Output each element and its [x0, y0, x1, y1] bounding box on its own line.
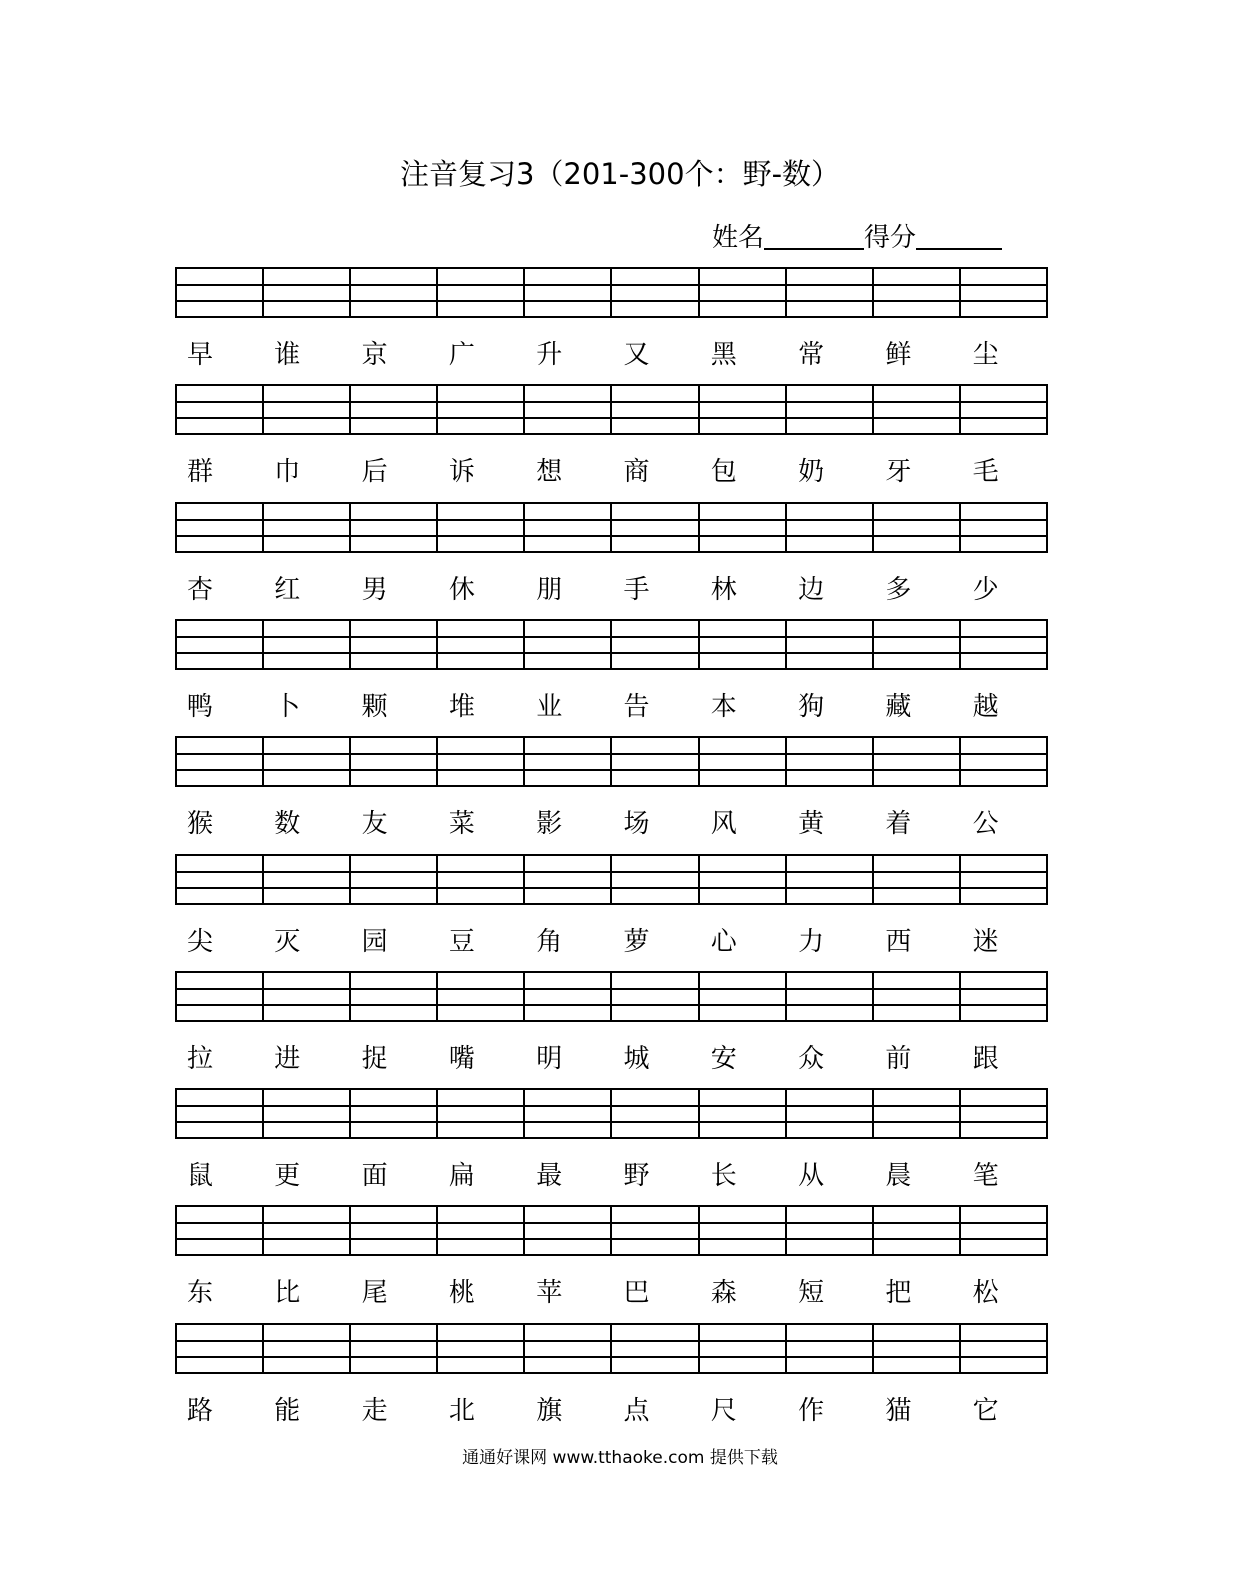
pinyin-grid	[175, 1205, 1048, 1256]
pinyin-grid	[175, 736, 1048, 787]
pinyin-cell[interactable]	[961, 1090, 1046, 1137]
hanzi-character: 北	[448, 1396, 475, 1426]
pinyin-cell[interactable]	[874, 973, 961, 1020]
pinyin-grid	[175, 384, 1048, 435]
pinyin-cell[interactable]	[961, 856, 1046, 903]
exercise-row	[0, 384, 1240, 502]
character-line	[175, 450, 1048, 494]
pinyin-cell[interactable]	[264, 269, 351, 316]
hanzi-character: 猴	[187, 809, 214, 839]
pinyin-cell[interactable]	[351, 386, 438, 433]
character-line	[175, 1037, 1048, 1081]
hanzi-character: 力	[798, 927, 825, 957]
hanzi-character: 尖	[187, 927, 214, 957]
hanzi-character: 进	[274, 1044, 301, 1074]
pinyin-cell[interactable]	[438, 973, 525, 1020]
hanzi-character: 巾	[274, 457, 301, 487]
hanzi-character: 牙	[885, 457, 912, 487]
pinyin-cell[interactable]	[177, 973, 264, 1020]
pinyin-cell[interactable]	[438, 386, 525, 433]
pinyin-cell[interactable]	[612, 504, 699, 551]
hanzi-character: 把	[885, 1278, 912, 1308]
hanzi-character: 东	[187, 1278, 214, 1308]
hanzi-character: 想	[536, 457, 563, 487]
pinyin-cell[interactable]	[264, 386, 351, 433]
hanzi-character: 数	[274, 809, 301, 839]
hanzi-character: 鼠	[187, 1161, 214, 1191]
pinyin-cell[interactable]	[177, 269, 264, 316]
pinyin-cell[interactable]	[264, 1207, 351, 1254]
pinyin-cell[interactable]	[438, 1090, 525, 1137]
pinyin-cell[interactable]	[874, 738, 961, 785]
pinyin-cell[interactable]	[177, 1207, 264, 1254]
footer-note: 通通好课网 www.tthaoke.com 提供下载	[462, 1448, 778, 1468]
hanzi-character: 群	[187, 457, 214, 487]
pinyin-cell[interactable]	[961, 1325, 1046, 1372]
hanzi-character: 松	[972, 1278, 999, 1308]
hanzi-character: 短	[798, 1278, 825, 1308]
pinyin-cell[interactable]	[351, 621, 438, 668]
hanzi-character: 从	[798, 1161, 825, 1191]
pinyin-cell[interactable]	[438, 738, 525, 785]
hanzi-character: 晨	[885, 1161, 912, 1191]
pinyin-cell[interactable]	[525, 386, 612, 433]
pinyin-cell[interactable]	[351, 504, 438, 551]
pinyin-cell[interactable]	[961, 386, 1046, 433]
pinyin-cell[interactable]	[525, 1207, 612, 1254]
hanzi-character: 路	[187, 1396, 214, 1426]
pinyin-cell[interactable]	[525, 504, 612, 551]
hanzi-character: 边	[798, 575, 825, 605]
character-line	[175, 685, 1048, 729]
exercise-row	[0, 1088, 1240, 1206]
pinyin-cell[interactable]	[700, 856, 787, 903]
hanzi-character: 心	[710, 927, 737, 957]
pinyin-cell[interactable]	[525, 621, 612, 668]
score-blank[interactable]	[916, 218, 1002, 250]
pinyin-cell[interactable]	[264, 504, 351, 551]
pinyin-cell[interactable]	[700, 504, 787, 551]
pinyin-cell[interactable]	[874, 856, 961, 903]
pinyin-cell[interactable]	[612, 621, 699, 668]
hanzi-character: 尾	[361, 1278, 388, 1308]
character-line	[175, 333, 1048, 377]
hanzi-character: 走	[361, 1396, 388, 1426]
hanzi-character: 少	[972, 575, 999, 605]
hanzi-character: 早	[187, 340, 214, 370]
hanzi-character: 明	[536, 1044, 563, 1074]
pinyin-cell[interactable]	[264, 621, 351, 668]
hanzi-character: 苹	[536, 1278, 563, 1308]
hanzi-character: 野	[623, 1161, 650, 1191]
hanzi-character: 更	[274, 1161, 301, 1191]
hanzi-character: 休	[448, 575, 475, 605]
character-line	[175, 1154, 1048, 1198]
pinyin-cell[interactable]	[177, 621, 264, 668]
pinyin-cell[interactable]	[787, 1090, 874, 1137]
hanzi-character: 告	[623, 692, 650, 722]
pinyin-cell[interactable]	[264, 856, 351, 903]
hanzi-character: 升	[536, 340, 563, 370]
pinyin-cell[interactable]	[612, 1207, 699, 1254]
hanzi-character: 尘	[972, 340, 999, 370]
pinyin-cell[interactable]	[700, 386, 787, 433]
pinyin-cell[interactable]	[700, 973, 787, 1020]
hanzi-character: 跟	[972, 1044, 999, 1074]
hanzi-character: 卜	[274, 692, 301, 722]
pinyin-cell[interactable]	[874, 1207, 961, 1254]
pinyin-cell[interactable]	[177, 504, 264, 551]
hanzi-character: 包	[710, 457, 737, 487]
pinyin-grid	[175, 854, 1048, 905]
pinyin-grid	[175, 1323, 1048, 1374]
pinyin-cell[interactable]	[177, 856, 264, 903]
pinyin-cell[interactable]	[525, 738, 612, 785]
hanzi-character: 众	[798, 1044, 825, 1074]
hanzi-character: 友	[361, 809, 388, 839]
page-title: 注音复习3（201-300个：野-数）	[399, 157, 841, 191]
hanzi-character: 林	[710, 575, 737, 605]
pinyin-cell[interactable]	[264, 973, 351, 1020]
pinyin-cell[interactable]	[177, 1325, 264, 1372]
hanzi-character: 嘴	[448, 1044, 475, 1074]
pinyin-grid	[175, 267, 1048, 318]
exercise-row	[0, 502, 1240, 620]
hanzi-character: 尺	[710, 1396, 737, 1426]
hanzi-character: 黄	[798, 809, 825, 839]
hanzi-character: 长	[710, 1161, 737, 1191]
pinyin-cell[interactable]	[874, 386, 961, 433]
pinyin-cell[interactable]	[612, 1090, 699, 1137]
pinyin-cell[interactable]	[700, 269, 787, 316]
exercise-row	[0, 1323, 1240, 1441]
hanzi-character: 猫	[885, 1396, 912, 1426]
character-line	[175, 568, 1048, 612]
pinyin-cell[interactable]	[438, 504, 525, 551]
pinyin-grid	[175, 619, 1048, 670]
hanzi-character: 多	[885, 575, 912, 605]
hanzi-character: 场	[623, 809, 650, 839]
hanzi-character: 后	[361, 457, 388, 487]
hanzi-character: 手	[623, 575, 650, 605]
name-blank[interactable]	[764, 218, 864, 250]
pinyin-cell[interactable]	[874, 269, 961, 316]
hanzi-character: 拉	[187, 1044, 214, 1074]
hanzi-character: 点	[623, 1396, 650, 1426]
pinyin-cell[interactable]	[961, 504, 1046, 551]
pinyin-cell[interactable]	[351, 738, 438, 785]
pinyin-cell[interactable]	[438, 1207, 525, 1254]
pinyin-cell[interactable]	[177, 386, 264, 433]
pinyin-cell[interactable]	[700, 1207, 787, 1254]
hanzi-character: 迷	[972, 927, 999, 957]
pinyin-cell[interactable]	[787, 386, 874, 433]
pinyin-cell[interactable]	[438, 856, 525, 903]
pinyin-cell[interactable]	[351, 973, 438, 1020]
hanzi-character: 能	[274, 1396, 301, 1426]
pinyin-cell[interactable]	[787, 973, 874, 1020]
pinyin-cell[interactable]	[264, 1325, 351, 1372]
pinyin-cell[interactable]	[700, 738, 787, 785]
pinyin-cell[interactable]	[525, 1325, 612, 1372]
hanzi-character: 常	[798, 340, 825, 370]
pinyin-cell[interactable]	[525, 973, 612, 1020]
hanzi-character: 男	[361, 575, 388, 605]
pinyin-cell[interactable]	[961, 738, 1046, 785]
hanzi-character: 旗	[536, 1396, 563, 1426]
hanzi-character: 堆	[448, 692, 475, 722]
hanzi-character: 广	[448, 340, 475, 370]
hanzi-character: 诉	[448, 457, 475, 487]
hanzi-character: 巴	[623, 1278, 650, 1308]
pinyin-cell[interactable]	[264, 738, 351, 785]
exercise-row	[0, 619, 1240, 737]
hanzi-character: 本	[710, 692, 737, 722]
exercise-row	[0, 736, 1240, 854]
pinyin-cell[interactable]	[438, 1325, 525, 1372]
pinyin-cell[interactable]	[787, 1325, 874, 1372]
pinyin-cell[interactable]	[874, 504, 961, 551]
hanzi-character: 萝	[623, 927, 650, 957]
score-label: 得分	[864, 223, 917, 253]
exercise-row	[0, 1205, 1240, 1323]
pinyin-cell[interactable]	[612, 856, 699, 903]
pinyin-cell[interactable]	[525, 1090, 612, 1137]
pinyin-cell[interactable]	[961, 269, 1046, 316]
pinyin-cell[interactable]	[525, 856, 612, 903]
pinyin-cell[interactable]	[787, 1207, 874, 1254]
hanzi-character: 菜	[448, 809, 475, 839]
exercise-row	[0, 971, 1240, 1089]
hanzi-character: 前	[885, 1044, 912, 1074]
hanzi-character: 鲜	[885, 340, 912, 370]
hanzi-character: 业	[536, 692, 563, 722]
pinyin-cell[interactable]	[787, 738, 874, 785]
pinyin-cell[interactable]	[612, 269, 699, 316]
pinyin-cell[interactable]	[874, 1325, 961, 1372]
pinyin-cell[interactable]	[177, 738, 264, 785]
hanzi-character: 黑	[710, 340, 737, 370]
hanzi-character: 朋	[536, 575, 563, 605]
character-line	[175, 1389, 1048, 1433]
hanzi-character: 红	[274, 575, 301, 605]
hanzi-character: 它	[972, 1396, 999, 1426]
pinyin-cell[interactable]	[961, 973, 1046, 1020]
character-line	[175, 920, 1048, 964]
pinyin-cell[interactable]	[438, 269, 525, 316]
hanzi-character: 谁	[274, 340, 301, 370]
hanzi-character: 鸭	[187, 692, 214, 722]
exercise-row	[0, 267, 1240, 385]
hanzi-character: 狗	[798, 692, 825, 722]
hanzi-character: 角	[536, 927, 563, 957]
hanzi-character: 毛	[972, 457, 999, 487]
pinyin-cell[interactable]	[177, 1090, 264, 1137]
pinyin-cell[interactable]	[351, 856, 438, 903]
hanzi-character: 公	[972, 809, 999, 839]
pinyin-cell[interactable]	[787, 504, 874, 551]
pinyin-grid	[175, 502, 1048, 553]
pinyin-cell[interactable]	[787, 856, 874, 903]
pinyin-cell[interactable]	[612, 738, 699, 785]
pinyin-cell[interactable]	[874, 621, 961, 668]
pinyin-cell[interactable]	[264, 1090, 351, 1137]
pinyin-cell[interactable]	[612, 386, 699, 433]
hanzi-character: 商	[623, 457, 650, 487]
character-line	[175, 802, 1048, 846]
hanzi-character: 西	[885, 927, 912, 957]
pinyin-cell[interactable]	[612, 1325, 699, 1372]
hanzi-character: 灭	[274, 927, 301, 957]
pinyin-cell[interactable]	[525, 269, 612, 316]
hanzi-character: 颗	[361, 692, 388, 722]
hanzi-character: 比	[274, 1278, 301, 1308]
pinyin-cell[interactable]	[612, 973, 699, 1020]
hanzi-character: 桃	[448, 1278, 475, 1308]
hanzi-character: 捉	[361, 1044, 388, 1074]
hanzi-character: 安	[710, 1044, 737, 1074]
hanzi-character: 藏	[885, 692, 912, 722]
pinyin-cell[interactable]	[961, 1207, 1046, 1254]
character-line	[175, 1271, 1048, 1315]
pinyin-cell[interactable]	[700, 621, 787, 668]
hanzi-character: 影	[536, 809, 563, 839]
hanzi-character: 又	[623, 340, 650, 370]
pinyin-cell[interactable]	[961, 621, 1046, 668]
pinyin-cell[interactable]	[438, 621, 525, 668]
hanzi-character: 最	[536, 1161, 563, 1191]
hanzi-character: 园	[361, 927, 388, 957]
pinyin-cell[interactable]	[787, 621, 874, 668]
pinyin-cell[interactable]	[700, 1090, 787, 1137]
hanzi-character: 杏	[187, 575, 214, 605]
hanzi-character: 笔	[972, 1161, 999, 1191]
hanzi-character: 京	[361, 340, 388, 370]
name-label: 姓名	[712, 223, 765, 253]
pinyin-cell[interactable]	[351, 269, 438, 316]
pinyin-cell[interactable]	[874, 1090, 961, 1137]
name-score-bar	[712, 218, 1002, 258]
hanzi-character: 城	[623, 1044, 650, 1074]
hanzi-character: 风	[710, 809, 737, 839]
hanzi-character: 豆	[448, 927, 475, 957]
hanzi-character: 扁	[448, 1161, 475, 1191]
hanzi-character: 森	[710, 1278, 737, 1308]
exercise-row	[0, 854, 1240, 972]
pinyin-cell[interactable]	[787, 269, 874, 316]
pinyin-grid	[175, 1088, 1048, 1139]
pinyin-cell[interactable]	[351, 1090, 438, 1137]
hanzi-character: 奶	[798, 457, 825, 487]
hanzi-character: 越	[972, 692, 999, 722]
pinyin-cell[interactable]	[351, 1325, 438, 1372]
pinyin-cell[interactable]	[700, 1325, 787, 1372]
hanzi-character: 作	[798, 1396, 825, 1426]
pinyin-grid	[175, 971, 1048, 1022]
hanzi-character: 面	[361, 1161, 388, 1191]
pinyin-cell[interactable]	[351, 1207, 438, 1254]
hanzi-character: 着	[885, 809, 912, 839]
